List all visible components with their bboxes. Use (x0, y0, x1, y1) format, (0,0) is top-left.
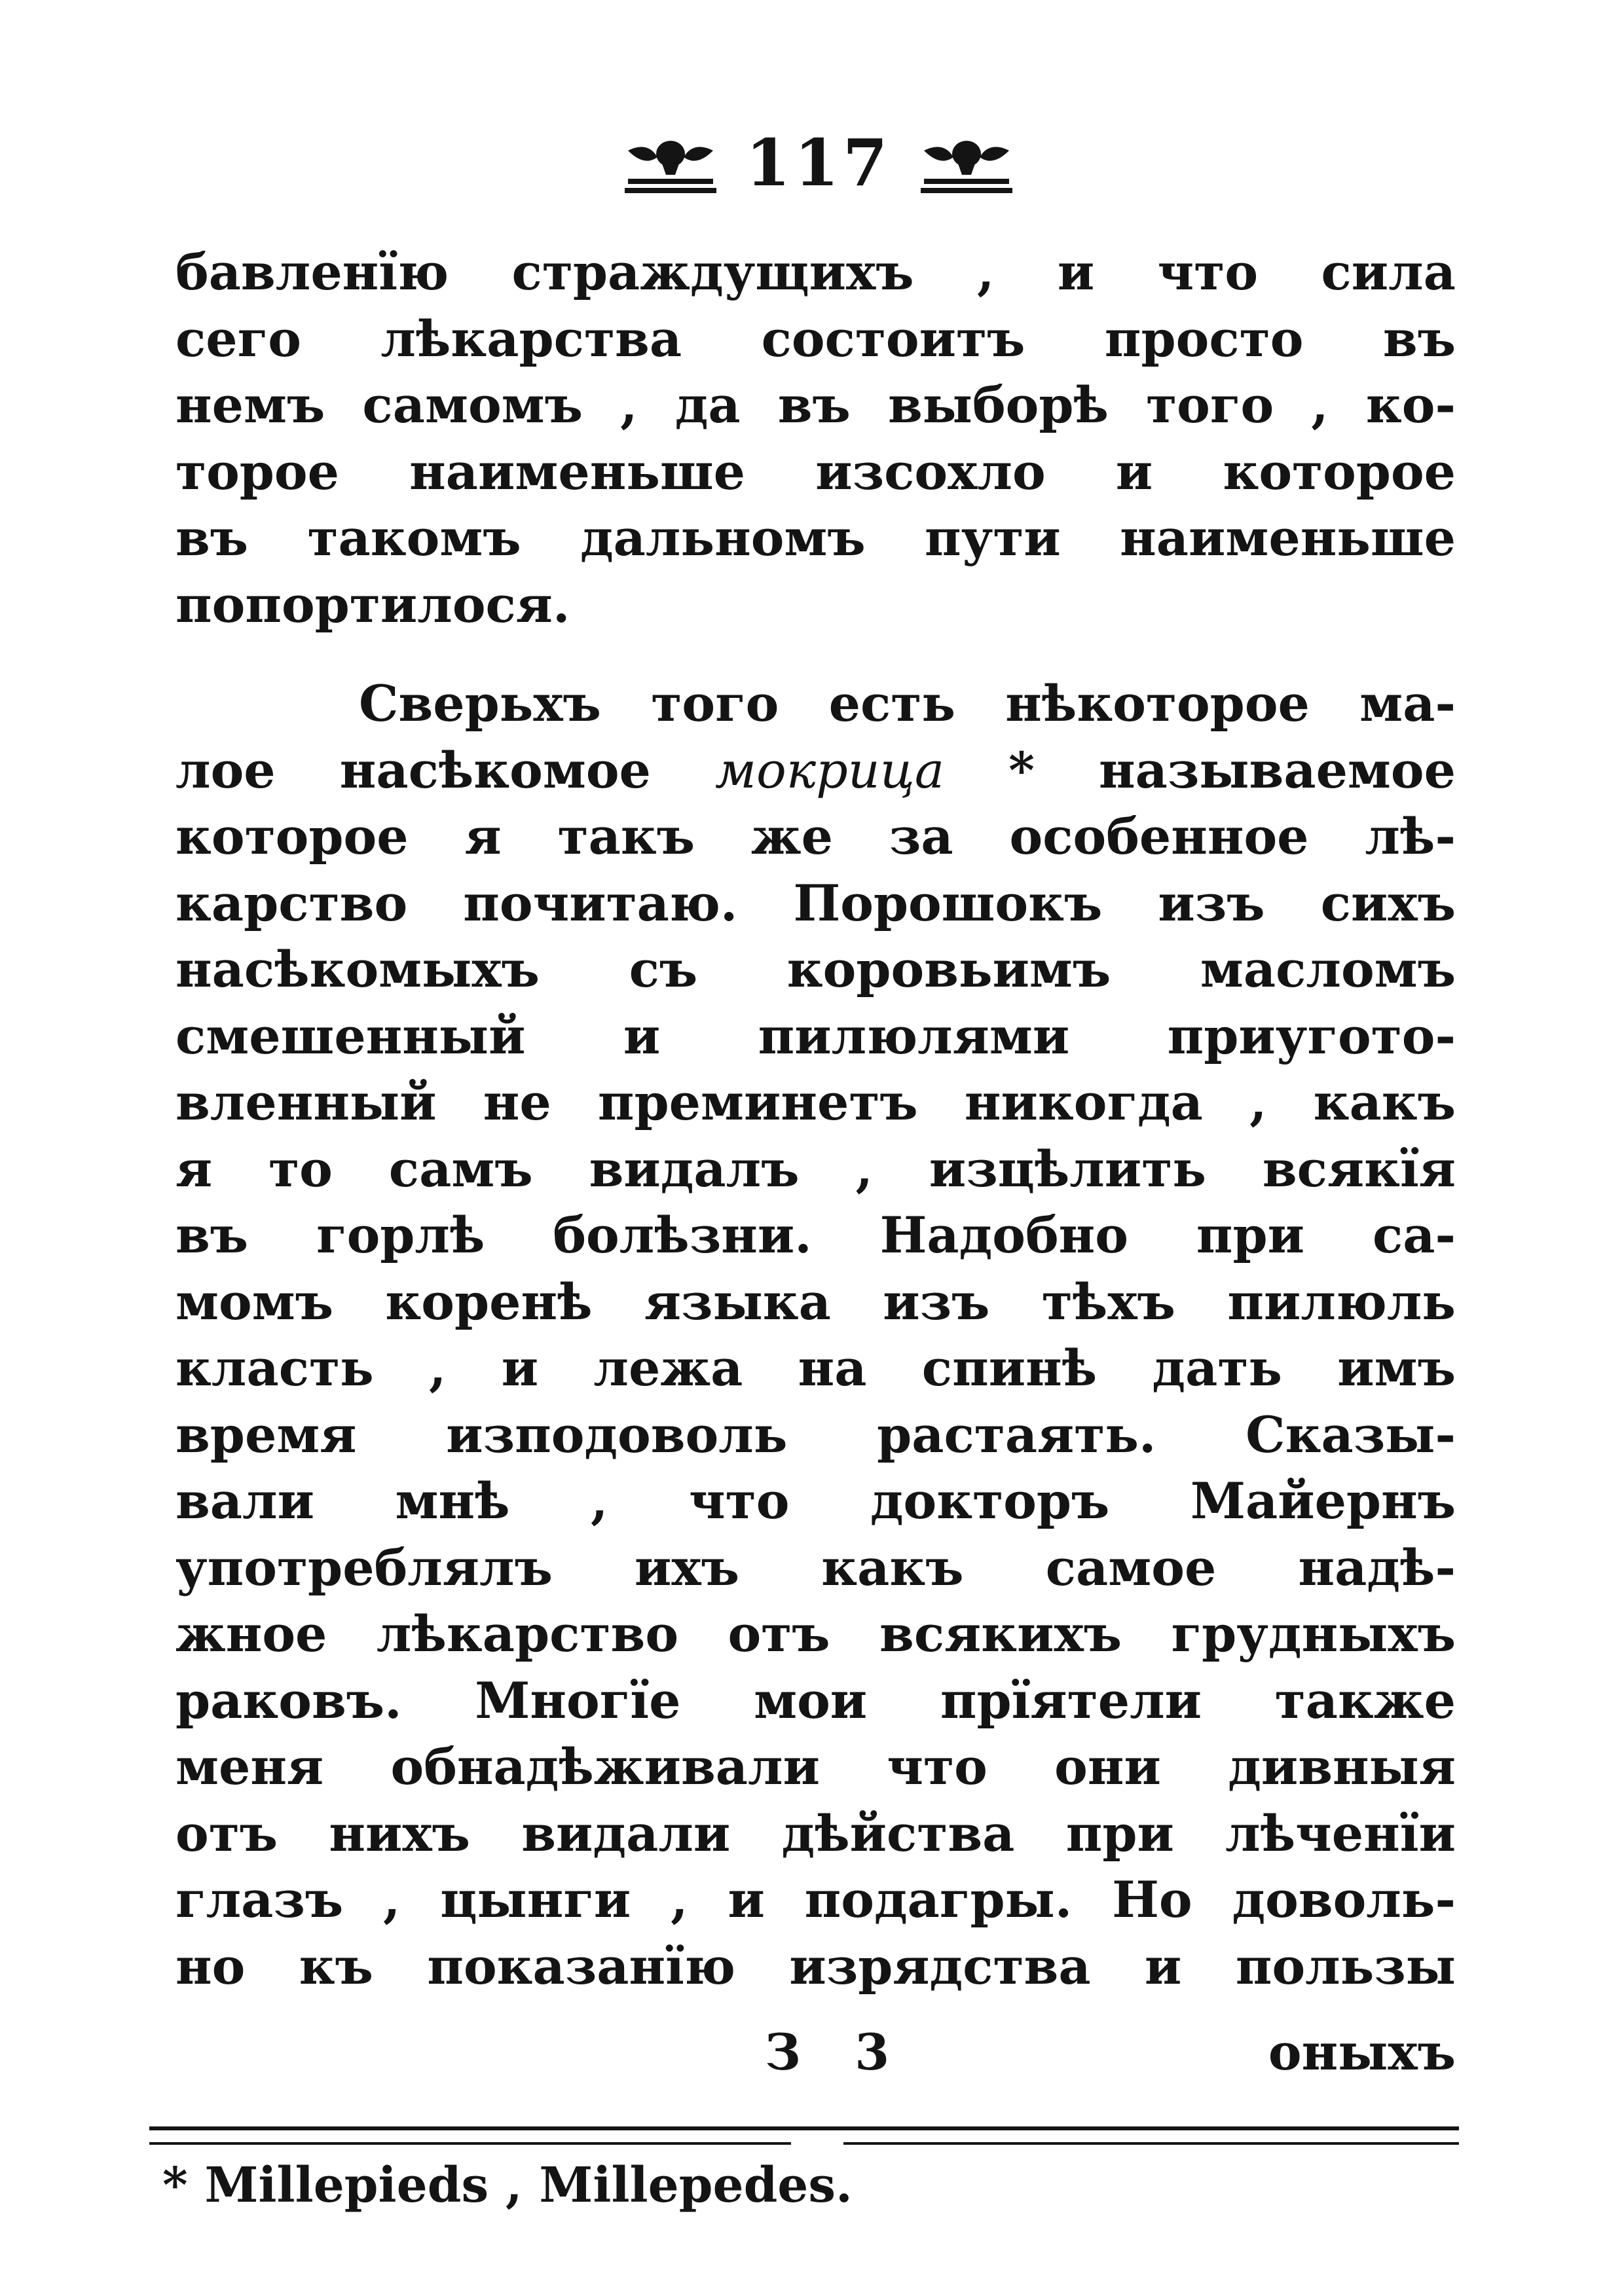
text-line: время изподоволь растаять. Сказы- (175, 1405, 1456, 1464)
text-line: жное лѣкарство отъ всякихъ грудныхъ (175, 1605, 1456, 1663)
body-text (175, 239, 1456, 1999)
text-line-with-footnote-ref (175, 737, 1456, 804)
signature-mark: З 3 (765, 2023, 908, 2081)
catchword: оныхъ (1268, 2023, 1456, 2081)
page-number: 117 (745, 126, 892, 201)
text-line: глазъ , цынги , и подагры. Но доволь- (175, 1870, 1456, 1929)
text-line: класть , и лежа на спинѣ дать имъ (175, 1339, 1456, 1397)
text-line: сего лѣкарства состоитъ просто въ (175, 309, 1456, 368)
text-line: раковъ. Многїе мои прїятели также (175, 1671, 1456, 1730)
text-line: но къ показанїю изрядства и пользы (175, 1937, 1456, 1995)
text-line: вали мнѣ , что докторъ Майернъ (175, 1472, 1456, 1530)
text-line: попортилося. (175, 575, 570, 634)
page-header (589, 115, 1048, 213)
text-line: Сверьхъ того есть нѣкоторое ма- (359, 674, 1456, 733)
text-line: отъ нихъ видали дѣйства при лѣченїи (175, 1804, 1456, 1863)
footnote-marker: * (1008, 740, 1035, 799)
fleuron-ornament-icon (621, 128, 720, 200)
text-line: бавленїю страждущихъ , и что сила (175, 243, 1456, 301)
text-line: въ горлѣ болѣзни. Надобно при са- (175, 1206, 1456, 1264)
text-line: которое я такъ же за особенное лѣ- (175, 807, 1456, 866)
footnote-rule (149, 2113, 1459, 2159)
text-fragment: лое насѣкомое (175, 740, 651, 799)
text-line: въ такомъ дальномъ пути наименьше (175, 509, 1456, 567)
text-line: торое наименьше изсохло и которое (175, 442, 1456, 501)
text-line: смешенный и пилюлями приугото- (175, 1006, 1456, 1065)
page-footer (175, 2023, 1456, 2095)
text-line: употреблялъ ихъ какъ самое надѣ- (175, 1538, 1456, 1597)
text-line: вленный не преминетъ никогда , какъ (175, 1073, 1456, 1131)
text-line: карство почитаю. Порошокъ изъ сихъ (175, 873, 1456, 932)
text-line: я то самъ видалъ , изцѣлить всякїя (175, 1139, 1456, 1198)
text-line: момъ коренѣ языка изъ тѣхъ пилюль (175, 1272, 1456, 1331)
footnote: * Millepieds , Millepedes. (162, 2157, 853, 2214)
text-line: насѣкомыхъ съ коровьимъ масломъ (175, 940, 1456, 998)
text-line: меня обнадѣживали что они дивныя (175, 1738, 1456, 1796)
text-fragment: называемое (1098, 740, 1456, 799)
text-line: немъ самомъ , да въ выборѣ того , ко- (175, 376, 1456, 434)
italic-term: мокрица (714, 740, 945, 799)
fleuron-ornament-icon (917, 128, 1016, 200)
paragraph-gap (175, 638, 1456, 670)
